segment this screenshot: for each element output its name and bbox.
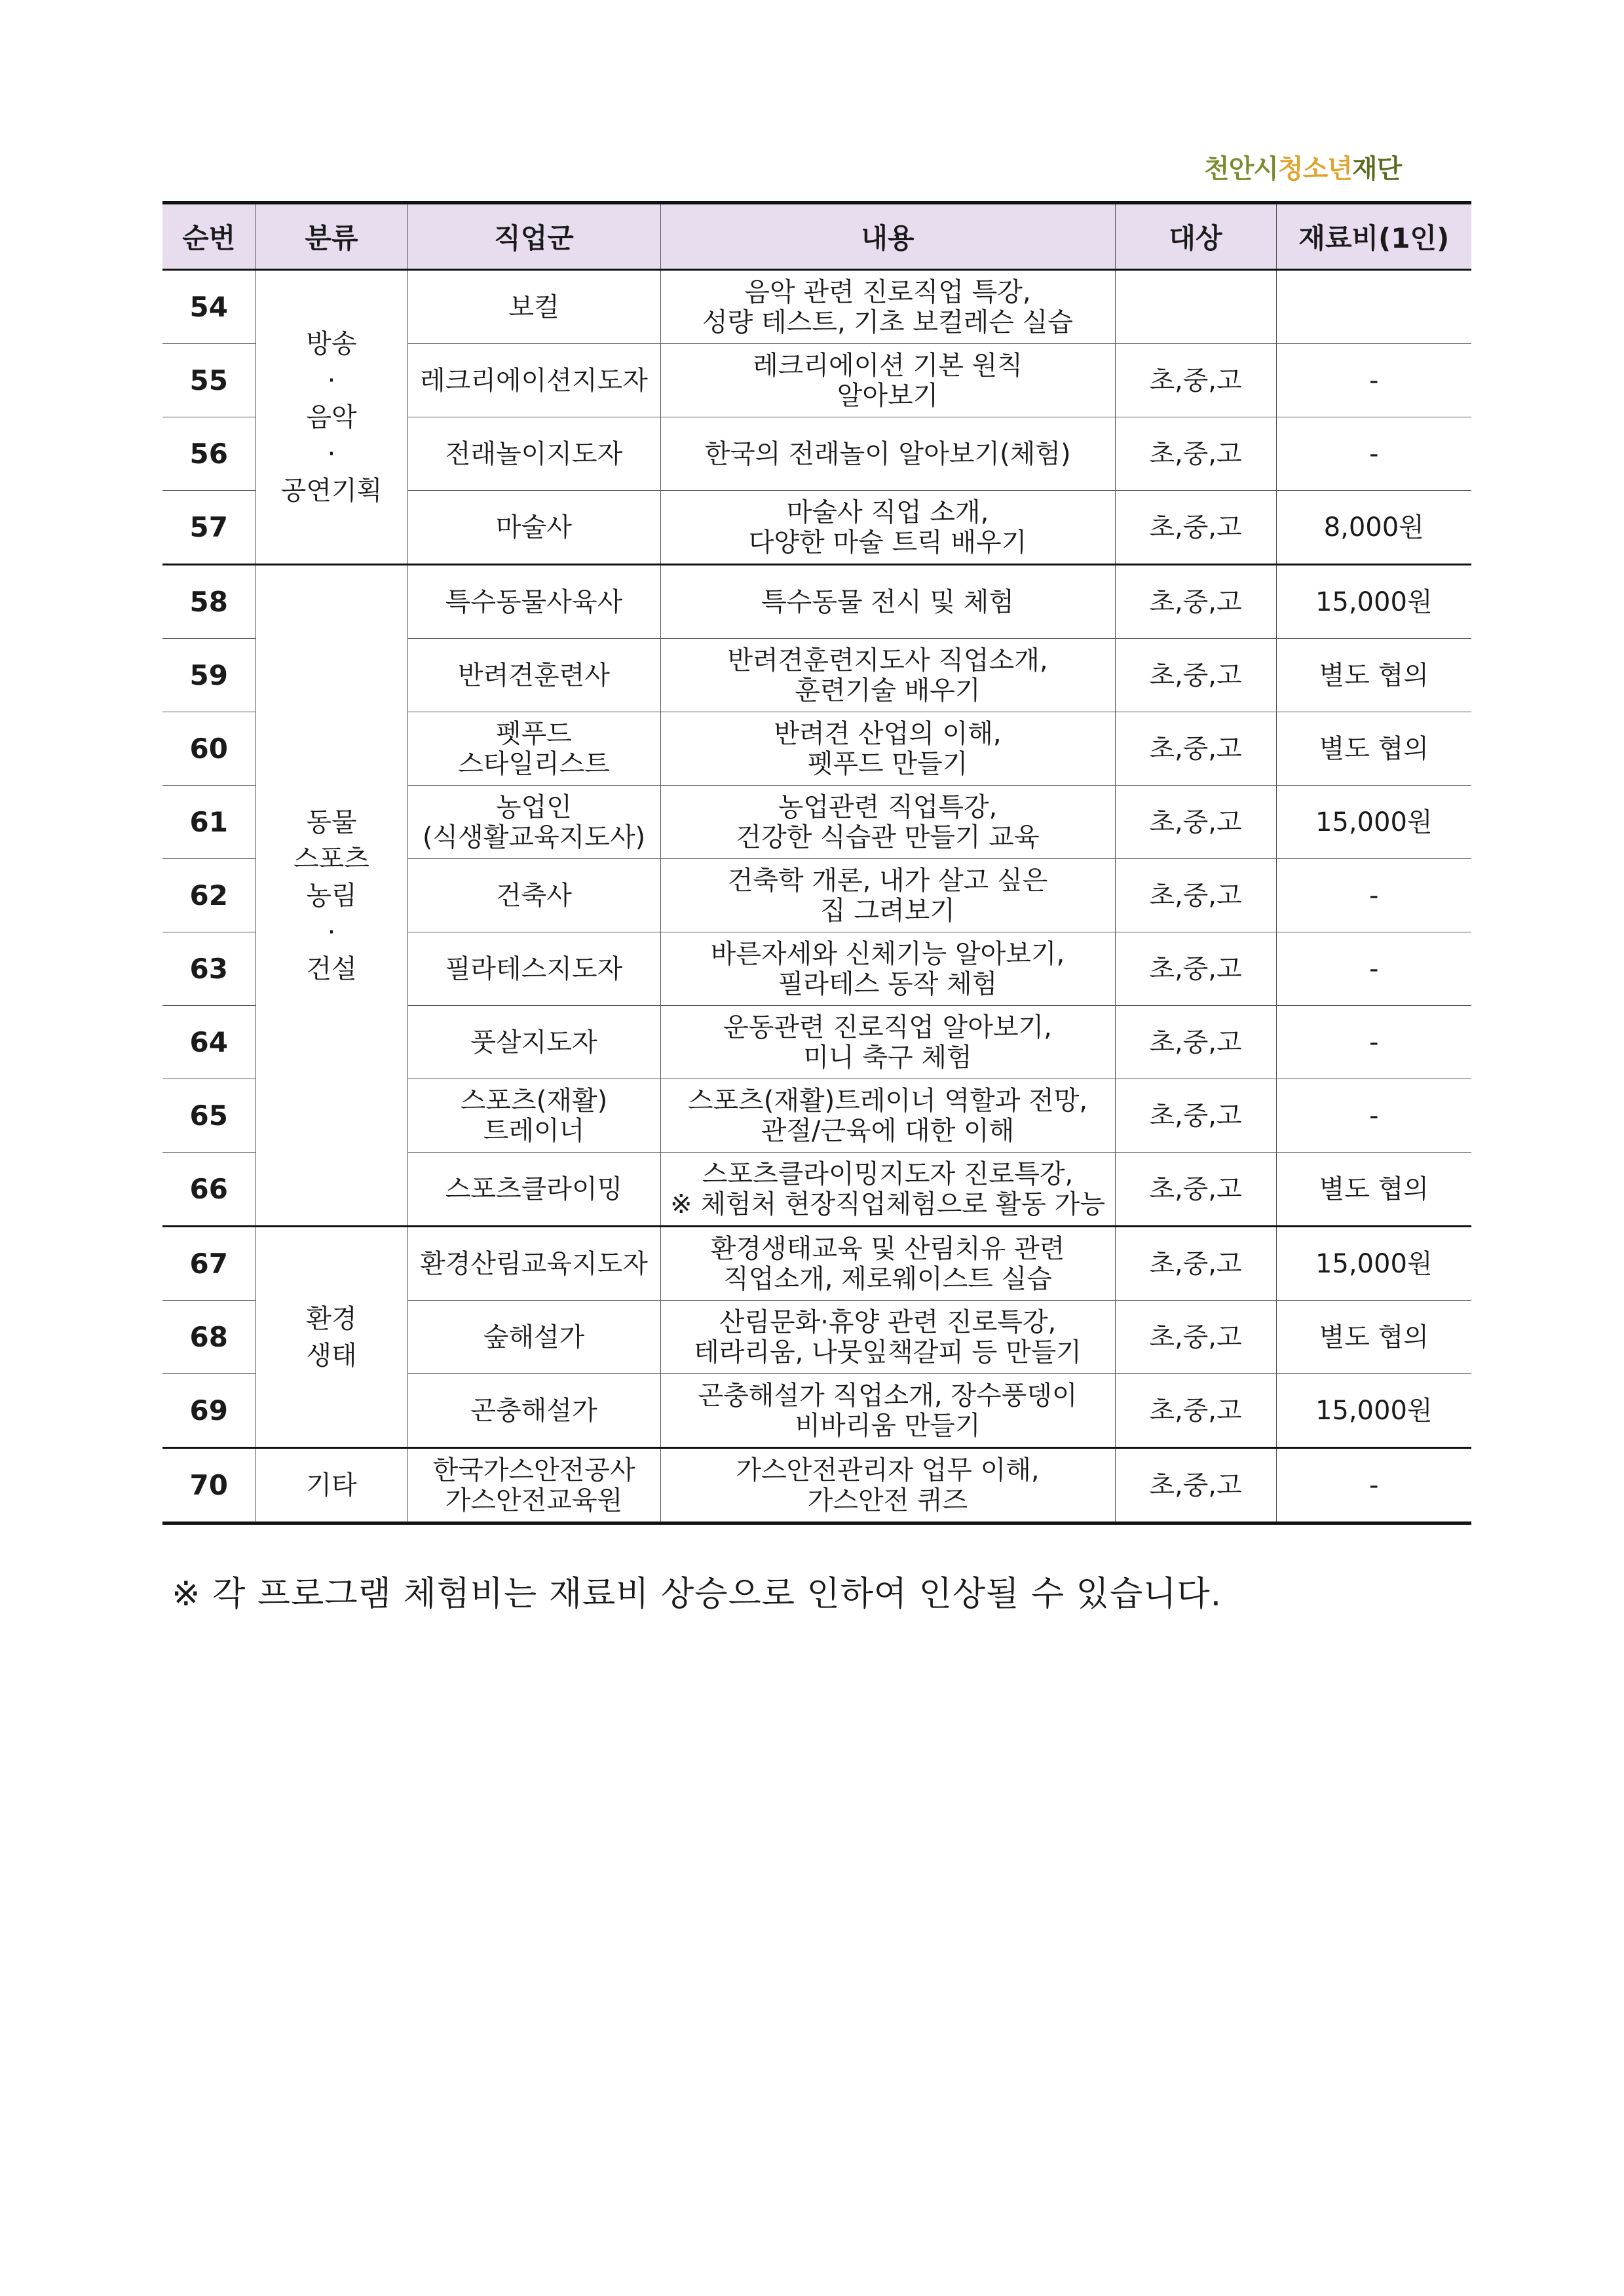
row-fee: - bbox=[1276, 1448, 1471, 1523]
row-num: 55 bbox=[162, 344, 255, 417]
row-target: 초,중,고 bbox=[1115, 1374, 1276, 1448]
row-job: 풋살지도자 bbox=[407, 1006, 660, 1079]
row-content: 반려견 산업의 이해, 펫푸드 만들기 bbox=[660, 712, 1115, 786]
row-job: 반려견훈련사 bbox=[407, 639, 660, 712]
row-num: 70 bbox=[162, 1448, 255, 1523]
row-target: 초,중,고 bbox=[1115, 565, 1276, 639]
logo-part-1: 천안시 bbox=[1204, 154, 1278, 184]
foundation-logo bbox=[1204, 148, 1401, 185]
header-job: 직업군 bbox=[407, 203, 660, 270]
row-content: 반려견훈련지도사 직업소개, 훈련기술 배우기 bbox=[660, 639, 1115, 712]
program-table bbox=[162, 201, 1471, 1525]
header-content: 내용 bbox=[660, 203, 1115, 270]
table-row bbox=[162, 1448, 1471, 1523]
category-broadcast: 방송 · 음악 · 공연기획 bbox=[255, 270, 407, 565]
row-num: 58 bbox=[162, 565, 255, 639]
row-fee: - bbox=[1276, 1006, 1471, 1079]
row-num: 66 bbox=[162, 1153, 255, 1227]
logo-part-2: 청소년 bbox=[1277, 154, 1352, 184]
table-row bbox=[162, 270, 1471, 344]
row-target: 초,중,고 bbox=[1115, 1301, 1276, 1374]
row-target: 초,중,고 bbox=[1115, 417, 1276, 491]
row-fee: 별도 협의 bbox=[1276, 712, 1471, 786]
row-num: 60 bbox=[162, 712, 255, 786]
row-job: 레크리에이션지도자 bbox=[407, 344, 660, 417]
row-job: 스포츠(재활) 트레이너 bbox=[407, 1079, 660, 1153]
row-content: 농업관련 직업특강, 건강한 식습관 만들기 교육 bbox=[660, 786, 1115, 859]
row-fee: - bbox=[1276, 417, 1471, 491]
row-content: 레크리에이션 기본 원칙 알아보기 bbox=[660, 344, 1115, 417]
row-job: 건축사 bbox=[407, 859, 660, 932]
row-num: 69 bbox=[162, 1374, 255, 1448]
row-num: 65 bbox=[162, 1079, 255, 1153]
row-target: 초,중,고 bbox=[1115, 932, 1276, 1006]
row-target: 초,중,고 bbox=[1115, 1227, 1276, 1301]
row-fee bbox=[1276, 270, 1471, 344]
row-job: 한국가스안전공사 가스안전교육원 bbox=[407, 1448, 660, 1523]
header-category: 분류 bbox=[255, 203, 407, 270]
row-num: 67 bbox=[162, 1227, 255, 1301]
row-job: 숲해설가 bbox=[407, 1301, 660, 1374]
header-target: 대상 bbox=[1115, 203, 1276, 270]
row-fee: - bbox=[1276, 1079, 1471, 1153]
category-env: 환경 생태 bbox=[255, 1227, 407, 1448]
row-fee: 별도 협의 bbox=[1276, 1301, 1471, 1374]
row-fee: - bbox=[1276, 932, 1471, 1006]
category-etc: 기타 bbox=[255, 1448, 407, 1523]
row-fee: - bbox=[1276, 859, 1471, 932]
row-content: 운동관련 진로직업 알아보기, 미니 축구 체험 bbox=[660, 1006, 1115, 1079]
row-num: 59 bbox=[162, 639, 255, 712]
category-animal: 동물 스포츠 농림 · 건설 bbox=[255, 565, 407, 1227]
price-notice: ※ 각 프로그램 체험비는 재료비 상승으로 인하여 인상될 수 있습니다. bbox=[172, 1575, 1222, 1614]
row-num: 62 bbox=[162, 859, 255, 932]
row-content: 음악 관련 진로직업 특강, 성량 테스트, 기초 보컬레슨 실습 bbox=[660, 270, 1115, 344]
row-target: 초,중,고 bbox=[1115, 1153, 1276, 1227]
row-job: 곤충해설가 bbox=[407, 1374, 660, 1448]
row-content: 건축학 개론, 내가 살고 싶은 집 그려보기 bbox=[660, 859, 1115, 932]
row-target: 초,중,고 bbox=[1115, 639, 1276, 712]
row-fee: 15,000원 bbox=[1276, 565, 1471, 639]
row-num: 63 bbox=[162, 932, 255, 1006]
row-num: 68 bbox=[162, 1301, 255, 1374]
row-content: 한국의 전래놀이 알아보기(체험) bbox=[660, 417, 1115, 491]
row-job: 스포츠클라이밍 bbox=[407, 1153, 660, 1227]
row-fee: 15,000원 bbox=[1276, 786, 1471, 859]
row-target: 초,중,고 bbox=[1115, 859, 1276, 932]
row-content: 산림문화·휴양 관련 진로특강, 테라리움, 나뭇잎책갈피 등 만들기 bbox=[660, 1301, 1115, 1374]
row-num: 54 bbox=[162, 270, 255, 344]
row-job: 펫푸드 스타일리스트 bbox=[407, 712, 660, 786]
row-target bbox=[1115, 270, 1276, 344]
row-target: 초,중,고 bbox=[1115, 1079, 1276, 1153]
table-row bbox=[162, 565, 1471, 639]
row-fee: - bbox=[1276, 344, 1471, 417]
row-target: 초,중,고 bbox=[1115, 491, 1276, 565]
row-target: 초,중,고 bbox=[1115, 1006, 1276, 1079]
row-num: 56 bbox=[162, 417, 255, 491]
row-job: 농업인 (식생활교육지도사) bbox=[407, 786, 660, 859]
row-target: 초,중,고 bbox=[1115, 344, 1276, 417]
row-fee: 8,000원 bbox=[1276, 491, 1471, 565]
table-header-row bbox=[162, 203, 1471, 270]
row-job: 보컬 bbox=[407, 270, 660, 344]
row-content: 곤충해설가 직업소개, 장수풍뎅이 비바리움 만들기 bbox=[660, 1374, 1115, 1448]
row-job: 필라테스지도자 bbox=[407, 932, 660, 1006]
row-fee: 15,000원 bbox=[1276, 1374, 1471, 1448]
table-row bbox=[162, 1227, 1471, 1301]
row-content: 바른자세와 신체기능 알아보기, 필라테스 동작 체험 bbox=[660, 932, 1115, 1006]
logo-part-3: 재단 bbox=[1351, 154, 1402, 184]
header-fee: 재료비(1인) bbox=[1276, 203, 1471, 270]
row-job: 환경산림교육지도자 bbox=[407, 1227, 660, 1301]
row-job: 특수동물사육사 bbox=[407, 565, 660, 639]
row-content: 환경생태교육 및 산림치유 관련 직업소개, 제로웨이스트 실습 bbox=[660, 1227, 1115, 1301]
row-content: 특수동물 전시 및 체험 bbox=[660, 565, 1115, 639]
row-target: 초,중,고 bbox=[1115, 712, 1276, 786]
row-job: 전래놀이지도자 bbox=[407, 417, 660, 491]
row-content: 마술사 직업 소개, 다양한 마술 트릭 배우기 bbox=[660, 491, 1115, 565]
row-content: 가스안전관리자 업무 이해, 가스안전 퀴즈 bbox=[660, 1448, 1115, 1523]
row-target: 초,중,고 bbox=[1115, 1448, 1276, 1523]
row-fee: 별도 협의 bbox=[1276, 1153, 1471, 1227]
row-content: 스포츠(재활)트레이너 역할과 전망, 관절/근육에 대한 이해 bbox=[660, 1079, 1115, 1153]
row-num: 61 bbox=[162, 786, 255, 859]
row-content: 스포츠클라이밍지도자 진로특강, ※ 체험처 현장직업체험으로 활동 가능 bbox=[660, 1153, 1115, 1227]
row-fee: 별도 협의 bbox=[1276, 639, 1471, 712]
row-fee: 15,000원 bbox=[1276, 1227, 1471, 1301]
row-num: 57 bbox=[162, 491, 255, 565]
row-job: 마술사 bbox=[407, 491, 660, 565]
row-target: 초,중,고 bbox=[1115, 786, 1276, 859]
row-num: 64 bbox=[162, 1006, 255, 1079]
header-num: 순번 bbox=[162, 203, 255, 270]
